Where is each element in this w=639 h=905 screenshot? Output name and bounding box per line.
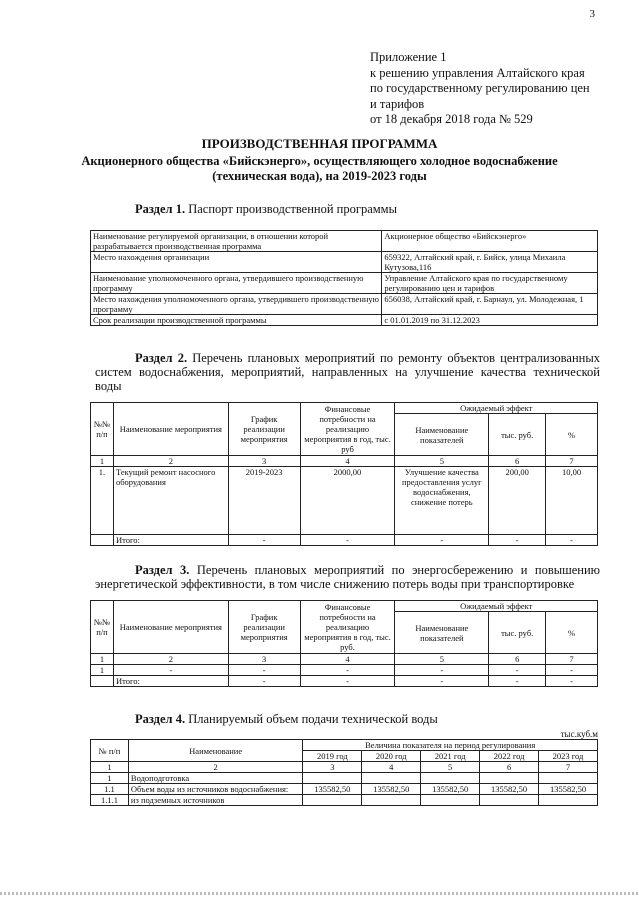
appendix-line: от 18 декабря 2018 года № 529 bbox=[370, 112, 533, 126]
table-cell bbox=[421, 795, 480, 806]
header-cell: №№ п/п bbox=[91, 601, 114, 654]
table-row bbox=[91, 773, 598, 784]
subtitle-line: (техническая вода), на 2019-2023 годы bbox=[212, 169, 427, 183]
table-cell: 4 bbox=[300, 654, 395, 665]
header-cell: Величина показателя на период регулирования bbox=[303, 740, 598, 751]
table-cell: - bbox=[228, 665, 300, 676]
table-cell bbox=[480, 795, 539, 806]
table-cell: 6 bbox=[480, 762, 539, 773]
table-cell: - bbox=[300, 535, 395, 546]
table-cell: 1 bbox=[91, 762, 129, 773]
header-cell: тыс. руб. bbox=[489, 612, 546, 654]
table-cell bbox=[362, 773, 421, 784]
table-cell: - bbox=[300, 665, 395, 676]
header-cell: Ожидаемый эффект bbox=[395, 403, 598, 414]
table-cell: 7 bbox=[546, 654, 598, 665]
table-cell: 1.1.1 bbox=[91, 795, 129, 806]
unit-label: тыс.куб.м bbox=[560, 729, 598, 739]
table-cell: - bbox=[113, 665, 228, 676]
header-cell: Наименование показателей bbox=[395, 612, 489, 654]
header-cell: График реализации мероприятия bbox=[228, 403, 300, 456]
header-cell: Ожидаемый эффект bbox=[395, 601, 598, 612]
section1-text: Паспорт производственной программы bbox=[188, 202, 397, 216]
table-cell: 1 bbox=[91, 773, 129, 784]
table-cell: Наименование уполномоченного органа, утвердившего производственную программу bbox=[91, 273, 382, 294]
table-row bbox=[91, 467, 598, 535]
header-cell: Наименование bbox=[128, 740, 302, 762]
header-cell: 2021 год bbox=[421, 751, 480, 762]
table-cell: из подземных источников bbox=[128, 795, 302, 806]
header-cell: Финансовые потребности на реализацию мероприятия в год, тыс. руб. bbox=[300, 601, 395, 654]
table-cell: 659322, Алтайский край, г. Бийск, улица Михаила Кутузова,116 bbox=[382, 252, 598, 273]
table-cell: 3 bbox=[228, 456, 300, 467]
table-cell: - bbox=[489, 676, 546, 687]
table-row bbox=[91, 315, 598, 326]
table-cell: 135582,50 bbox=[480, 784, 539, 795]
header-cell: тыс. руб. bbox=[489, 414, 546, 456]
table-cell: 1.1 bbox=[91, 784, 129, 795]
table-cell: 1 bbox=[91, 654, 114, 665]
table-cell: 4 bbox=[362, 762, 421, 773]
appendix-line: к решению управления Алтайского края bbox=[370, 65, 585, 80]
section3-heading bbox=[95, 563, 600, 591]
table-cell bbox=[303, 773, 362, 784]
table-cell bbox=[539, 795, 598, 806]
section1-label: Раздел 1. bbox=[135, 202, 186, 216]
table-cell: 7 bbox=[539, 762, 598, 773]
table-cell: 7 bbox=[546, 456, 598, 467]
table-cell bbox=[362, 795, 421, 806]
section2-label: Раздел 2. bbox=[135, 351, 188, 365]
header-cell: 2020 год bbox=[362, 751, 421, 762]
header-cell: 2022 год bbox=[480, 751, 539, 762]
table-cell: 135582,50 bbox=[539, 784, 598, 795]
table-row bbox=[91, 294, 598, 315]
subtitle-line: Акционерного общества «Бийскэнерго», осуществляющего холодное водоснабжение bbox=[81, 154, 558, 168]
table-cell: Место нахождения организации bbox=[91, 252, 382, 273]
section4-label: Раздел 4. bbox=[135, 712, 186, 726]
table-row bbox=[91, 795, 598, 806]
table-total-row bbox=[91, 676, 598, 687]
table-row bbox=[91, 654, 598, 665]
water-volume-table bbox=[90, 739, 598, 806]
table-cell: Место нахождения уполномоченного органа, утвердившего производственную программу bbox=[91, 294, 382, 315]
table-cell: - bbox=[228, 676, 300, 687]
header-cell: Наименование мероприятия bbox=[113, 403, 228, 456]
appendix-line: и тарифов bbox=[370, 96, 425, 111]
table-cell: 3 bbox=[303, 762, 362, 773]
table-cell bbox=[539, 773, 598, 784]
header-cell: Наименование мероприятия bbox=[113, 601, 228, 654]
section3-label: Раздел 3. bbox=[135, 563, 190, 577]
table-cell: - bbox=[546, 535, 598, 546]
table-cell: - bbox=[489, 535, 546, 546]
table-row bbox=[91, 665, 598, 676]
header-cell: 2019 год bbox=[303, 751, 362, 762]
table-cell: 5 bbox=[421, 762, 480, 773]
table-cell: 2 bbox=[113, 456, 228, 467]
section2-text: Перечень плановых мероприятий по ремонту объектов централизованных систем водоснабжения, мероприятий, направленных на улучшение качества технической воды bbox=[95, 351, 600, 393]
table-cell: 3 bbox=[228, 654, 300, 665]
header-cell: Наименование показателей bbox=[395, 414, 489, 456]
table-cell bbox=[91, 535, 114, 546]
table-row bbox=[91, 231, 598, 252]
page-number: 3 bbox=[589, 8, 595, 20]
table-cell bbox=[303, 795, 362, 806]
table-cell bbox=[91, 676, 114, 687]
table-cell: 5 bbox=[395, 456, 489, 467]
table-cell: Итого: bbox=[113, 676, 228, 687]
table-cell: 656038, Алтайский край, г. Барнаул, ул. Молодежная, 1 bbox=[382, 294, 598, 315]
header-cell: 2023 год bbox=[539, 751, 598, 762]
table-cell: 135582,50 bbox=[362, 784, 421, 795]
table-cell: 135582,50 bbox=[303, 784, 362, 795]
document-title: ПРОИЗВОДСТВЕННАЯ ПРОГРАММА bbox=[201, 136, 438, 151]
table-total-row bbox=[91, 535, 598, 546]
appendix-block bbox=[370, 50, 610, 128]
table-cell: 135582,50 bbox=[421, 784, 480, 795]
table-cell: - bbox=[395, 535, 489, 546]
repair-measures-table bbox=[90, 402, 598, 546]
table-cell: 5 bbox=[395, 654, 489, 665]
header-cell: № п/п bbox=[91, 740, 129, 762]
table-cell: Улучшение качества предоставления услуг водоснабжения, снижение потерь bbox=[395, 467, 489, 535]
table-cell: - bbox=[395, 665, 489, 676]
passport-table bbox=[90, 230, 598, 326]
table-cell: 2019-2023 bbox=[228, 467, 300, 535]
table-cell: с 01.01.2019 по 31.12.2023 bbox=[382, 315, 598, 326]
table-header-row bbox=[91, 601, 598, 612]
header-cell: Финансовые потребности на реализацию мероприятия в год, тыс. руб bbox=[300, 403, 395, 456]
table-cell: 2 bbox=[128, 762, 302, 773]
table-cell: 200,00 bbox=[489, 467, 546, 535]
table-cell: 10,00 bbox=[546, 467, 598, 535]
table-cell: 6 bbox=[489, 654, 546, 665]
section1-heading bbox=[135, 202, 397, 216]
scan-edge bbox=[0, 892, 639, 895]
section2-heading bbox=[95, 351, 600, 393]
table-cell: Срок реализации производственной программы bbox=[91, 315, 382, 326]
table-cell: - bbox=[228, 535, 300, 546]
document-subtitle bbox=[0, 154, 639, 184]
section3-text: Перечень плановых мероприятий по энергосбережению и повышению энергетической эффективности, в том числе снижению потерь воды при транспортировке bbox=[95, 563, 601, 591]
table-cell: Итого: bbox=[113, 535, 228, 546]
energy-saving-table bbox=[90, 600, 598, 687]
table-cell: - bbox=[546, 665, 598, 676]
table-cell: Объем воды из источников водоснабжения: bbox=[128, 784, 302, 795]
table-cell bbox=[480, 773, 539, 784]
table-row bbox=[91, 456, 598, 467]
header-cell: % bbox=[546, 414, 598, 456]
table-cell bbox=[421, 773, 480, 784]
table-cell: Водоподготовка bbox=[128, 773, 302, 784]
table-cell: Наименование регулируемой организации, в отношении которой разрабатывается производственная программа bbox=[91, 231, 382, 252]
table-header-row bbox=[91, 403, 598, 414]
table-cell: 2000,00 bbox=[300, 467, 395, 535]
table-cell: 1 bbox=[91, 665, 114, 676]
table-cell: 6 bbox=[489, 456, 546, 467]
table-row bbox=[91, 762, 598, 773]
header-cell: №№ п/п bbox=[91, 403, 114, 456]
appendix-line: Приложение 1 bbox=[370, 50, 447, 64]
table-cell: 4 bbox=[300, 456, 395, 467]
table-row bbox=[91, 784, 598, 795]
appendix-line: по государственному регулированию цен bbox=[370, 81, 590, 95]
header-cell: % bbox=[546, 612, 598, 654]
header-cell: График реализации мероприятия bbox=[228, 601, 300, 654]
table-cell: Управление Алтайского края по государственному регулированию цен и тарифов bbox=[382, 273, 598, 294]
table-row bbox=[91, 252, 598, 273]
table-cell: 2 bbox=[113, 654, 228, 665]
table-cell: 1. bbox=[91, 467, 114, 535]
section4-text: Планируемый объем подачи технической воды bbox=[188, 712, 438, 726]
table-cell: - bbox=[300, 676, 395, 687]
section4-heading bbox=[135, 712, 438, 726]
table-row bbox=[91, 273, 598, 294]
table-cell: - bbox=[546, 676, 598, 687]
table-cell: Акционерное общество «Бийскэнерго» bbox=[382, 231, 598, 252]
table-cell: 1 bbox=[91, 456, 114, 467]
table-cell: Текущий ремонт насосного оборудования bbox=[113, 467, 228, 535]
table-cell: - bbox=[395, 676, 489, 687]
table-header-row bbox=[91, 740, 598, 751]
table-cell: - bbox=[489, 665, 546, 676]
